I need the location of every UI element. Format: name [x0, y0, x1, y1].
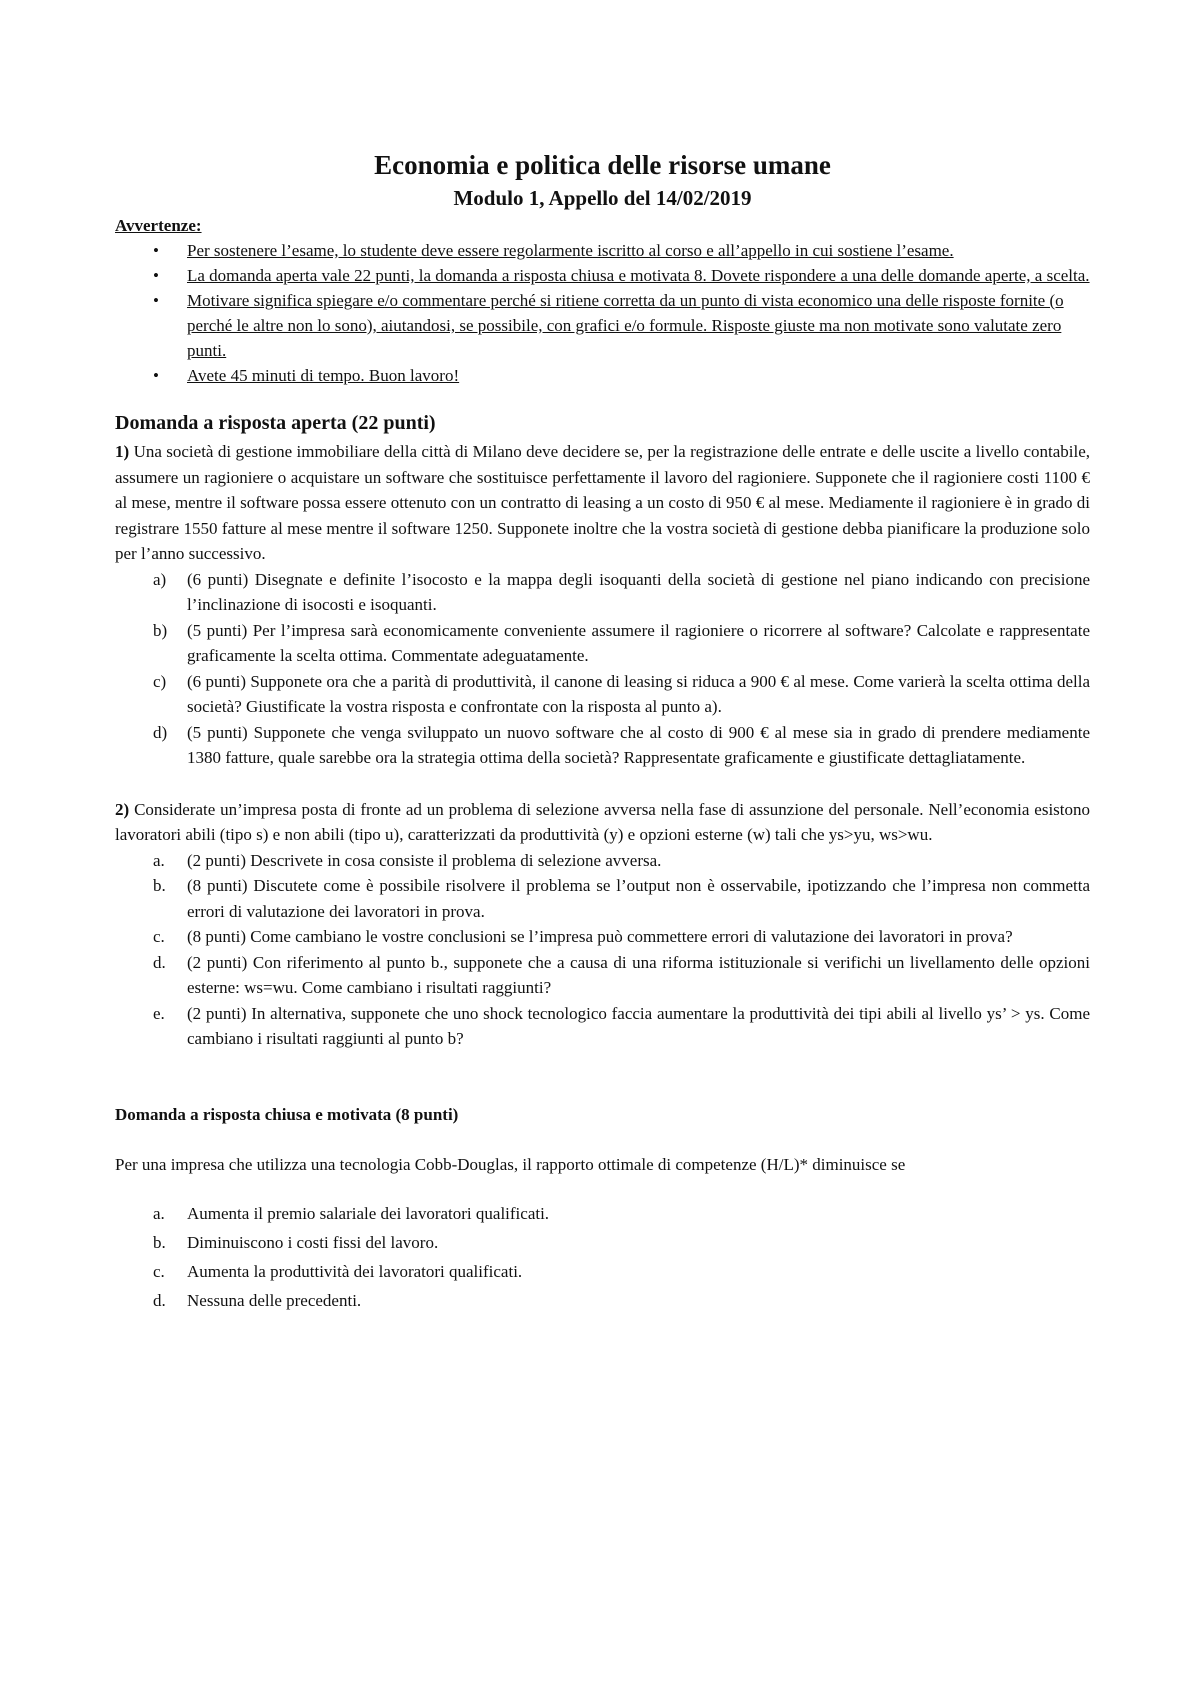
item-marker: a.	[153, 850, 165, 870]
warning-text: Avete 45 minuti di tempo. Buon lavoro!	[187, 366, 460, 385]
item-text: (2 punti) In alternativa, supponete che uno shock tecnologico faccia aumentare la produttività dei tipi abili al livello ys’ > ys. Come cambiano i risultati raggiunti al punto b?	[187, 1003, 1090, 1048]
question-1-number: 1)	[115, 442, 130, 461]
choice-text: Nessuna delle precedenti.	[187, 1290, 362, 1310]
open-section-heading: Domanda a risposta aperta (22 punti)	[115, 412, 436, 434]
list-item	[115, 618, 1090, 669]
warning-item	[115, 238, 1090, 263]
item-marker: d)	[153, 722, 168, 742]
choice-text: Aumenta il premio salariale dei lavoratori qualificati.	[187, 1203, 550, 1223]
closed-question-text: Per una impresa che utilizza una tecnologia Cobb-Douglas, il rapporto ottimale di competenze (H/L)* diminuisce se	[115, 1154, 906, 1174]
list-item	[115, 950, 1090, 1001]
list-item	[115, 669, 1090, 720]
item-marker: b)	[153, 620, 168, 640]
choice-marker: d.	[153, 1290, 166, 1310]
warnings-block	[115, 214, 1090, 388]
warnings-label: Avvertenze:	[115, 216, 202, 235]
list-item	[115, 873, 1090, 924]
item-text: (8 punti) Come cambiano le vostre conclusioni se l’impresa può commettere errori di valutazione dei lavoratori in prova?	[187, 927, 1013, 946]
answer-choice	[115, 1228, 1090, 1257]
item-text: (2 punti) Con riferimento al punto b., supponete che a causa di una riforma istituzionale si verifichi un livellamento delle opzioni esterne: ws=wu. Come cambiano i risultati raggiunti?	[187, 952, 1090, 997]
item-marker: b.	[153, 876, 166, 895]
list-item	[115, 848, 1090, 874]
item-text: (5 punti) Per l’impresa sarà economicamente conveniente assumere il ragioniere o ricorrere al software? Calcolate e rappresentate graficamente la scelta ottima. Commentate adeguatamente.	[187, 620, 1090, 665]
warning-text: Per sostenere l’esame, lo studente deve essere regolarmente iscritto al corso e all’appello in cui sostiene l’esame.	[187, 241, 954, 260]
bullet-icon: •	[153, 241, 159, 260]
bullet-icon: •	[153, 291, 159, 310]
answer-choice	[115, 1286, 1090, 1315]
item-marker: c.	[153, 927, 165, 946]
warning-item	[115, 263, 1090, 288]
warning-text: Motivare significa spiegare e/o commentare perché si ritiene corretta da un punto di vista economico una delle risposte fornite (o perché le altre non lo sono), aiutandosi, se possibile, con grafici e/o formule. Risposte giuste ma non motivate sono valutate zero punti.	[187, 291, 1064, 360]
page-title: Economia e politica delle risorse umane	[374, 150, 831, 180]
warning-item	[115, 363, 1090, 388]
list-item	[115, 1001, 1090, 1052]
answer-choices	[115, 1199, 1090, 1315]
exam-page	[115, 148, 1090, 1315]
item-marker: c)	[153, 671, 167, 691]
question-1-items	[115, 567, 1090, 771]
choice-marker: c.	[153, 1261, 165, 1281]
list-item	[115, 720, 1090, 771]
item-text: (8 punti) Discutete come è possibile risolvere il problema se l’output non è osservabile, ipotizzando che l’impresa non commetta errori di valutazione dei lavoratori in prova.	[187, 876, 1090, 921]
choice-text: Aumenta la produttività dei lavoratori qualificati.	[187, 1261, 523, 1281]
list-item	[115, 924, 1090, 950]
choice-text: Diminuiscono i costi fissi del lavoro.	[187, 1232, 439, 1252]
answer-choice	[115, 1199, 1090, 1228]
item-marker: d.	[153, 952, 166, 972]
item-marker: a)	[153, 569, 167, 589]
answer-choice	[115, 1257, 1090, 1286]
question-2-number: 2)	[115, 799, 130, 819]
warnings-list	[115, 238, 1090, 388]
warning-text: La domanda aperta vale 22 punti, la domanda a risposta chiusa e motivata 8. Dovete rispondere a una delle domande aperte, a scelta.	[187, 266, 1090, 285]
item-text: (6 punti) Supponete ora che a parità di produttività, il canone di leasing si riduca a 900 € al mese. Come varierà la scelta ottima della società? Giustificate la vostra risposta e confrontate con la risposta al punto a).	[187, 671, 1090, 716]
question-2-items	[115, 848, 1090, 1052]
item-text: (6 punti) Disegnate e definite l’isocosto e la mappa degli isoquanti della società di gestione nel piano indicando con precisione l’inclinazione di isocosti e isoquanti.	[187, 569, 1090, 614]
choice-marker: a.	[153, 1203, 165, 1223]
closed-question-section	[115, 1102, 1090, 1315]
bullet-icon: •	[153, 266, 159, 285]
question-1-text: Una società di gestione immobiliare della città di Milano deve decidere se, per la registrazione delle entrate e delle uscite a livello contabile, assumere un ragioniere o acquistare un software che sostituisce perfettamente il lavoro del ragioniere. Supponete che il ragioniere costi 1100 € al mese, mentre il software possa essere ottenuto con un contratto di leasing a un costo di 950 € al mese. Mediamente il ragioniere è in grado di registrare 1550 fatture al mese mentre il software 1250. Supponete inoltre che la vostra società di gestione debba pianificare la produzione solo per l’anno successivo.	[115, 442, 1090, 563]
item-text: (2 punti) Descrivete in cosa consiste il problema di selezione avversa.	[187, 850, 662, 870]
bullet-icon: •	[153, 366, 159, 385]
list-item	[115, 567, 1090, 618]
question-2	[115, 797, 1090, 848]
item-text: (5 punti) Supponete che venga sviluppato un nuovo software che al costo di 900 € al mese sia in grado di prendere mediamente 1380 fatture, quale sarebbe ora la strategia ottima della società? Rappresentate graficamente e giustificate dettagliatamente.	[187, 722, 1090, 767]
item-marker: e.	[153, 1003, 165, 1023]
choice-marker: b.	[153, 1232, 166, 1252]
question-1	[115, 439, 1090, 567]
page-subtitle: Modulo 1, Appello del 14/02/2019	[453, 186, 752, 210]
closed-section-heading: Domanda a risposta chiusa e motivata (8 punti)	[115, 1104, 459, 1124]
question-2-text: Considerate un’impresa posta di fronte ad un problema di selezione avversa nella fase di assunzione del personale. Nell’economia esistono lavoratori abili (tipo s) e non abili (tipo u), caratterizzati da produttività (y) e opzioni esterne (w) tali che ys>yu, ws>wu.	[115, 799, 1091, 844]
open-question-section	[115, 410, 1090, 1052]
warning-item	[115, 288, 1090, 363]
